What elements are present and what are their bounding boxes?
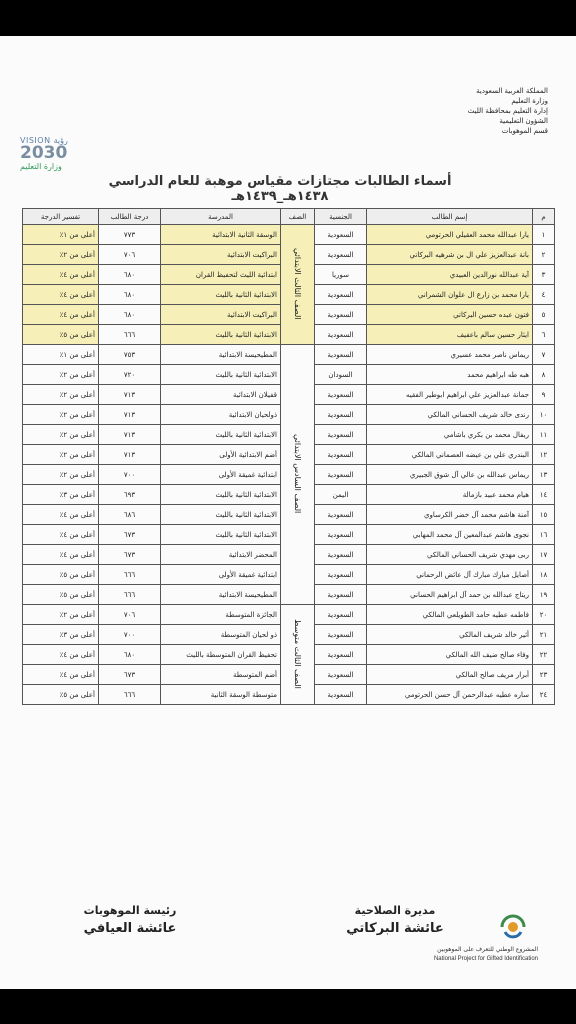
degree-interpretation: أعلى من ٥٪ [23, 585, 99, 605]
header-line: وزارة التعليم [511, 97, 548, 105]
student-name: ريتاج عبدالله بن حمد آل ابراهيم الحساني [367, 585, 533, 605]
vision-year: 2030 [20, 143, 68, 163]
row-number: ٢ [533, 245, 555, 265]
header-line: إدارة التعليم بمحافظة الليث [467, 107, 548, 115]
vision-label: VISION رؤية [20, 136, 68, 145]
school-name: الابتدائية الثانية بالليث [161, 365, 281, 385]
student-degree: ٦٨٠ [99, 265, 161, 285]
school-name: أضم المتوسطة [161, 665, 281, 685]
degree-interpretation: أعلى من ٢٪ [23, 605, 99, 625]
student-nationality: السعودية [315, 645, 367, 665]
row-number: ١٩ [533, 585, 555, 605]
degree-interpretation: أعلى من ٥٪ [23, 565, 99, 585]
row-number: ١٧ [533, 545, 555, 565]
student-nationality: السعودية [315, 465, 367, 485]
student-degree: ٦٨٦ [99, 505, 161, 525]
ministry-logo-text: وزارة التعليم [20, 162, 62, 171]
logo-arabic-text: المشروع الوطني للتعرف على الموهوبين [437, 946, 538, 953]
row-number: ٧ [533, 345, 555, 365]
table-row [23, 605, 555, 625]
student-name: ايثار حسين سالم باعفيف [367, 325, 533, 345]
school-name: ذو لحيان المتوسطة [161, 625, 281, 645]
student-name: أثير خالد شريف المالكي [367, 625, 533, 645]
student-degree: ٦٦٦ [99, 685, 161, 705]
row-number: ٢١ [533, 625, 555, 645]
table-header-row [23, 209, 555, 225]
ministry-header [398, 86, 548, 136]
degree-interpretation: أعلى من ٤٪ [23, 265, 99, 285]
student-nationality: السعودية [315, 585, 367, 605]
degree-interpretation: أعلى من ٤٪ [23, 285, 99, 305]
row-number: ٨ [533, 365, 555, 385]
degree-interpretation: أعلى من ٥٪ [23, 685, 99, 705]
school-name: متوسطة الوسقة الثانية [161, 685, 281, 705]
class-group-cell [281, 345, 315, 605]
row-number: ١ [533, 225, 555, 245]
row-number: ١٥ [533, 505, 555, 525]
document-page [0, 36, 576, 989]
student-nationality: سوريا [315, 265, 367, 285]
degree-interpretation: أعلى من ٢٪ [23, 465, 99, 485]
gifted-project-logo [378, 912, 538, 972]
student-name: نجوى هاشم عبدالمعين آل محمد المهابي [367, 525, 533, 545]
school-name: ابتدائية غميقة الأولى [161, 565, 281, 585]
degree-interpretation: أعلى من ٤٪ [23, 525, 99, 545]
degree-interpretation: أعلى من ٤٪ [23, 505, 99, 525]
header-line: المملكة العربية السعودية [476, 87, 548, 95]
school-name: الابتدائية الثانية بالليث [161, 485, 281, 505]
student-name: ساره عطيه عبدالرحمن آل حسن الحرتومي [367, 685, 533, 705]
student-degree: ٦٨٠ [99, 645, 161, 665]
student-nationality: السودان [315, 365, 367, 385]
student-nationality: السعودية [315, 345, 367, 365]
signature-left-name: عائشة العيافي [83, 921, 177, 936]
class-group-label: الصف الثالث متوسط [293, 618, 302, 689]
student-name: أصايل مبارك مبارك آل عائض الرحماني [367, 565, 533, 585]
student-name: هبه طه ابراهيم محمد [367, 365, 533, 385]
student-degree: ٦٨٠ [99, 305, 161, 325]
student-nationality: السعودية [315, 665, 367, 685]
class-group-cell [281, 605, 315, 705]
degree-interpretation: أعلى من ٣٪ [23, 625, 99, 645]
header-degree: درجة الطالب [99, 209, 161, 225]
degree-interpretation: أعلى من ٢٪ [23, 385, 99, 405]
degree-interpretation: أعلى من ٤٪ [23, 645, 99, 665]
school-name: ابتدائية غميقة الأولى [161, 465, 281, 485]
degree-interpretation: أعلى من ١٪ [23, 225, 99, 245]
school-name: ذولحيان الابتدائية [161, 405, 281, 425]
student-name: آية عبدالله نورالدين العبيدي [367, 265, 533, 285]
row-number: ٢٤ [533, 685, 555, 705]
student-nationality: السعودية [315, 305, 367, 325]
student-degree: ٧٥٣ [99, 345, 161, 365]
student-degree: ٧٠٦ [99, 245, 161, 265]
student-nationality: السعودية [315, 245, 367, 265]
student-degree: ٦٦٦ [99, 565, 161, 585]
school-name: أضم الابتدائية الأولى [161, 445, 281, 465]
student-nationality: السعودية [315, 565, 367, 585]
school-name: الابتدائية الثانية بالليث [161, 505, 281, 525]
student-degree: ٧٠٠ [99, 625, 161, 645]
student-nationality: السعودية [315, 525, 367, 545]
degree-interpretation: أعلى من ٢٪ [23, 365, 99, 385]
header-rank: تفسير الدرجة [23, 209, 99, 225]
signature-left [60, 904, 200, 936]
signature-right-title: مديرة الصلاحية [354, 904, 436, 917]
student-name: آمنة هاشم محمد آل خضر الكرساوي [367, 505, 533, 525]
header-name: إسم الطالب [367, 209, 533, 225]
row-number: ٢٣ [533, 665, 555, 685]
signature-right-name: عائشة البركاتي [346, 921, 444, 936]
class-group-label: الصف الثالث الابتدائي [293, 247, 302, 320]
student-name: رندى خالد شريف الحساني المالكي [367, 405, 533, 425]
school-name: المطيحيسة الابتدائية [161, 345, 281, 365]
signature-left-title: رئيسة الموهوبات [83, 904, 177, 917]
row-number: ١١ [533, 425, 555, 445]
student-degree: ٧٢٠ [99, 365, 161, 385]
student-degree: ٦٨٠ [99, 285, 161, 305]
student-nationality: السعودية [315, 545, 367, 565]
degree-interpretation: أعلى من ٢٪ [23, 445, 99, 465]
degree-interpretation: أعلى من ٥٪ [23, 325, 99, 345]
row-number: ٣ [533, 265, 555, 285]
row-number: ٢٠ [533, 605, 555, 625]
row-number: ٩ [533, 385, 555, 405]
student-name: ريفال محمد بن بكري باشامي [367, 425, 533, 445]
degree-interpretation: أعلى من ١٪ [23, 345, 99, 365]
row-number: ١٨ [533, 565, 555, 585]
school-name: البراكيت الابتدائية [161, 245, 281, 265]
table-row [23, 345, 555, 365]
student-degree: ٧١٣ [99, 405, 161, 425]
gifted-logo-icon [498, 912, 528, 942]
student-name: يارا محمد بن زارع ال علوان الشمراني [367, 285, 533, 305]
student-name: ريماس عبدالله بن عالي آل شوق الجبيري [367, 465, 533, 485]
student-name: ربى مهدي شريف الحساني المالكي [367, 545, 533, 565]
student-nationality: السعودية [315, 685, 367, 705]
row-number: ١٢ [533, 445, 555, 465]
row-number: ٦ [533, 325, 555, 345]
student-name: فاطمه عطيه حامد الطويلعي المالكي [367, 605, 533, 625]
student-degree: ٧١٣ [99, 425, 161, 445]
student-degree: ٦٧٣ [99, 665, 161, 685]
header-line: قسم الموهوبات [501, 127, 548, 135]
school-name: الابتدائية الثانية بالليث [161, 285, 281, 305]
student-nationality: السعودية [315, 385, 367, 405]
student-degree: ٧١٣ [99, 445, 161, 465]
row-number: ٤ [533, 285, 555, 305]
header-num: م [533, 209, 555, 225]
header-school: المدرسة [161, 209, 281, 225]
student-nationality: السعودية [315, 505, 367, 525]
logo-english-text: National Project for Gifted Identification [433, 956, 538, 962]
header-line: الشؤون التعليمية [499, 117, 548, 125]
student-degree: ٧٧٣ [99, 225, 161, 245]
degree-interpretation: أعلى من ٢٪ [23, 405, 99, 425]
student-nationality: السعودية [315, 225, 367, 245]
student-name: وفاء صالح ضيف الله المالكي [367, 645, 533, 665]
student-degree: ٦٧٣ [99, 525, 161, 545]
student-degree: ٦٩٣ [99, 485, 161, 505]
student-nationality: السعودية [315, 625, 367, 645]
student-name: فتون عبده حسين البركاتي [367, 305, 533, 325]
table-row [23, 225, 555, 245]
degree-interpretation: أعلى من ٤٪ [23, 545, 99, 565]
student-name: ريماس ناصر محمد عسيري [367, 345, 533, 365]
student-degree: ٦٦٦ [99, 585, 161, 605]
degree-interpretation: أعلى من ٢٪ [23, 425, 99, 445]
degree-interpretation: أعلى من ٣٪ [23, 485, 99, 505]
degree-interpretation: أعلى من ٢٪ [23, 245, 99, 265]
school-name: البراكيت الابتدائية [161, 305, 281, 325]
student-nationality: اليمن [315, 485, 367, 505]
row-number: ٢٢ [533, 645, 555, 665]
student-name: بانة عبدالعزيز علي ال بن شرهيه البركاتي [367, 245, 533, 265]
student-nationality: السعودية [315, 325, 367, 345]
student-degree: ٦٦٦ [99, 325, 161, 345]
school-name: ابتدائية الليث لتحفيظ القران [161, 265, 281, 285]
row-number: ١٤ [533, 485, 555, 505]
row-number: ١٣ [533, 465, 555, 485]
class-group-label: الصف السادس الابتدائي [293, 433, 302, 514]
school-name: الابتدائية الثانية بالليث [161, 425, 281, 445]
student-degree: ٧٠٦ [99, 605, 161, 625]
student-nationality: السعودية [315, 425, 367, 445]
school-name: الجائزة المتوسطة [161, 605, 281, 625]
student-nationality: السعودية [315, 285, 367, 305]
student-degree: ٦٧٣ [99, 545, 161, 565]
header-class: الصف [281, 209, 315, 225]
school-name: الابتدائية الثانية بالليث [161, 325, 281, 345]
row-number: ١٠ [533, 405, 555, 425]
student-name: جمانة عبدالعزيز علي ابراهيم ابوطير الفقيه [367, 385, 533, 405]
row-number: ١٦ [533, 525, 555, 545]
school-name: المطيحيسة الابتدائية [161, 585, 281, 605]
school-name: المحضر الابتدائية [161, 545, 281, 565]
student-name: يارا عبدالله محمد العقيلي الحرتومي [367, 225, 533, 245]
student-name: أبرار مريف صالح المالكي [367, 665, 533, 685]
class-group-cell [281, 225, 315, 345]
school-name: الابتدائية الثانية بالليث [161, 525, 281, 545]
student-nationality: السعودية [315, 445, 367, 465]
student-name: البندري علي بن عيضه العصماني المالكي [367, 445, 533, 465]
student-nationality: السعودية [315, 405, 367, 425]
school-name: تحفيظ القران المتوسطة بالليث [161, 645, 281, 665]
degree-interpretation: أعلى من ٤٪ [23, 665, 99, 685]
school-name: قفيلان الابتدائية [161, 385, 281, 405]
students-table [22, 208, 555, 705]
header-nationality: الجنسية [315, 209, 367, 225]
school-name: الوسقة الثانية الابتدائية [161, 225, 281, 245]
row-number: ٥ [533, 305, 555, 325]
degree-interpretation: أعلى من ٤٪ [23, 305, 99, 325]
student-degree: ٧٠٠ [99, 465, 161, 485]
student-nationality: السعودية [315, 605, 367, 625]
student-name: هيام محمد عبيد بازمالة [367, 485, 533, 505]
student-degree: ٧١٣ [99, 385, 161, 405]
page-title: أسماء الطالبات مجتازات مقياس موهبة للعام الدراسي ١٤٣٨هـ_١٤٣٩هـ [108, 174, 452, 204]
